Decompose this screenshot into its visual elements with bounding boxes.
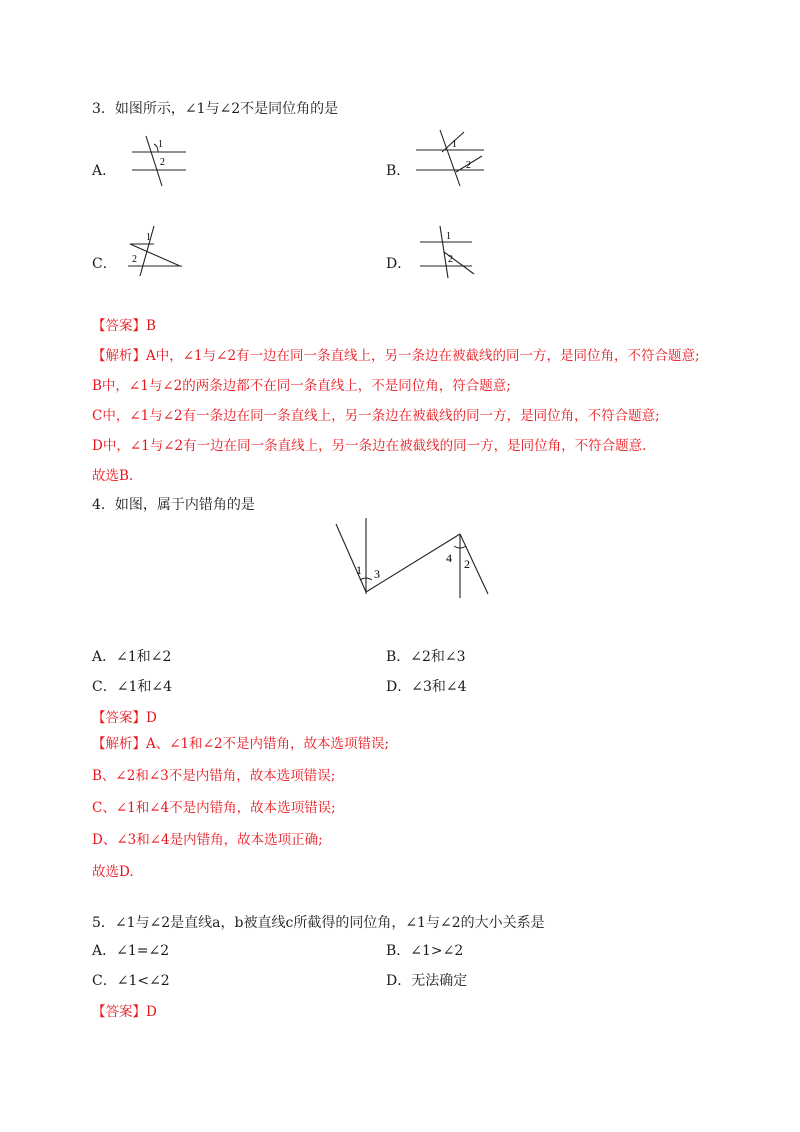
q4-option-a: A．∠1和∠2	[92, 649, 172, 665]
q4-analysis-conclusion: 故选D.	[92, 864, 134, 880]
q5-answer: 【答案】D	[92, 1004, 157, 1020]
q3a-label-2: 2	[160, 157, 165, 168]
q3a-label-1: 1	[158, 139, 163, 150]
q4-analysis-line-2: B、∠2和∠3不是内错角，故本选项错误;	[92, 768, 336, 784]
q3-figure-c	[124, 222, 188, 280]
q4-option-d: D．∠3和∠4	[386, 679, 467, 695]
q3-stem: 3．如图所示，∠1与∠2不是同位角的是	[92, 101, 339, 117]
q5-option-b: B．∠1>∠2	[386, 943, 464, 959]
q5-option-c: C．∠1<∠2	[92, 973, 170, 989]
q3-figure-b	[412, 128, 488, 190]
q4-label-3: 3	[374, 567, 380, 581]
q4-analysis-line-1: 【解析】A、∠1和∠2不是内错角，故本选项错误;	[92, 736, 390, 752]
q3-analysis-line-2: B中，∠1与∠2的两条边都不在同一条直线上，不是同位角，符合题意;	[92, 378, 511, 394]
q3-analysis-conclusion: 故选B.	[92, 468, 134, 484]
q3-answer: 【答案】B	[92, 318, 156, 334]
q4-option-b: B．∠2和∠3	[386, 649, 466, 665]
q4-label-1: 1	[356, 563, 362, 577]
q4-analysis-line-4: D、∠3和∠4是内错角，故本选项正确;	[92, 832, 323, 848]
q3-option-c-label: C．	[92, 256, 117, 272]
q3-figure-d	[414, 222, 480, 280]
q3-option-d-label: D．	[386, 256, 412, 272]
q5-option-a: A．∠1=∠2	[92, 943, 170, 959]
q3-analysis-line-3: C中，∠1与∠2有一条边在同一条直线上，另一条边在被截线的同一方，是同位角，不符合题意;	[92, 408, 660, 424]
q4-analysis-line-3: C、∠1和∠4不是内错角，故本选项错误;	[92, 800, 336, 816]
q3c-label-1: 1	[146, 232, 151, 243]
q3d-label-2: 2	[448, 254, 453, 265]
q3b-label-2: 2	[466, 160, 471, 171]
q4-label-4: 4	[446, 551, 452, 565]
q3b-label-1: 1	[452, 139, 457, 150]
q3d-label-1: 1	[446, 231, 451, 242]
q3c-slant	[130, 244, 180, 266]
q3-analysis-line-1: 【解析】A中，∠1与∠2有一边在同一条直线上，另一条边在被截线的同一方，是同位角，不符合题意;	[92, 348, 700, 364]
q4-label-2: 2	[464, 557, 470, 571]
q4-answer: 【答案】D	[92, 710, 157, 726]
q4-figure	[330, 514, 494, 602]
q3-analysis-line-4: D中，∠1与∠2有一边在同一条直线上，另一条边在被截线的同一方，是同位角，不符合题意.	[92, 438, 647, 454]
q3-option-a-label: A．	[92, 163, 117, 179]
q4-stem: 4．如图，属于内错角的是	[92, 497, 255, 513]
q4-option-c: C．∠1和∠4	[92, 679, 172, 695]
q3-option-b-label: B．	[386, 163, 411, 179]
q3-figure-a	[128, 132, 190, 190]
q5-option-d: D．无法确定	[386, 973, 468, 989]
q4-slant-left	[336, 524, 366, 592]
q3c-label-2: 2	[132, 254, 137, 265]
q5-stem: 5．∠1与∠2是直线a，b被直线c所截得的同位角，∠1与∠2的大小关系是	[92, 915, 545, 931]
